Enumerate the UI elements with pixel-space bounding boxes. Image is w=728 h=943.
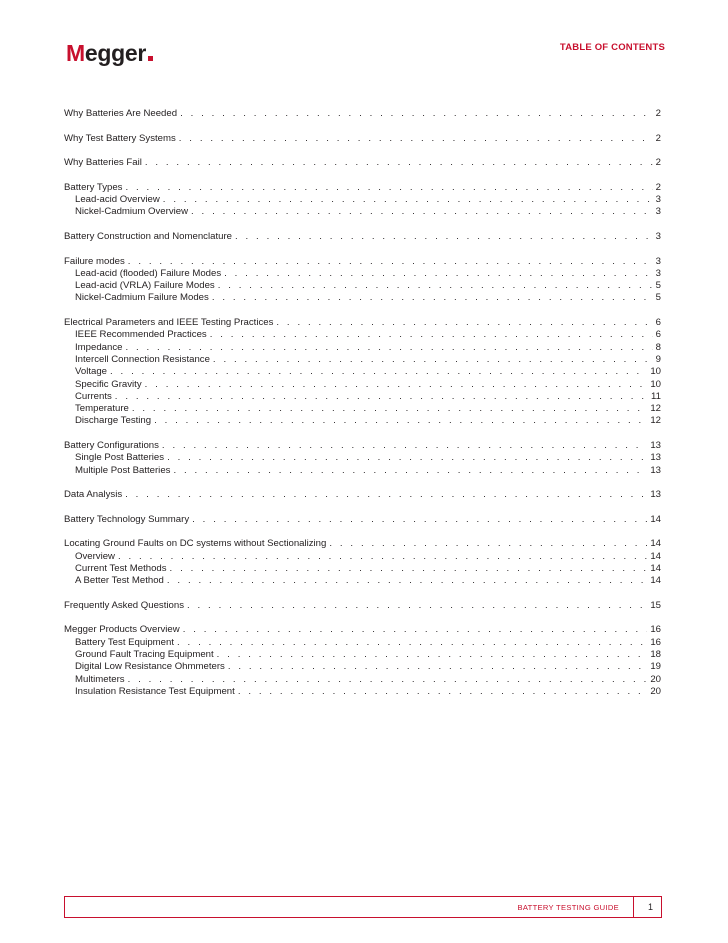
footer-page-number: 1 [647, 902, 653, 912]
toc-page-number: 13 [650, 464, 661, 476]
toc-dot-leader [238, 686, 648, 698]
toc-dot-leader [187, 600, 647, 612]
toc-entry-title: A Better Test Method [75, 575, 164, 587]
toc-entry-title: Electrical Parameters and IEEE Testing Practices [64, 317, 274, 329]
toc-entry-title: Intercell Connection Resistance [75, 353, 210, 365]
toc-entry-title: Lead-acid (flooded) Failure Modes [75, 267, 222, 279]
toc-subentry[interactable] [64, 452, 661, 464]
toc-section-gap [64, 243, 661, 255]
toc-dot-leader [125, 489, 647, 501]
toc-page-number: 5 [655, 280, 661, 292]
toc-page-number: 16 [650, 636, 661, 648]
toc-entry-title: Lead-acid (VRLA) Failure Modes [75, 280, 215, 292]
toc-entry[interactable] [64, 133, 661, 145]
toc-page-number: 14 [650, 550, 661, 562]
toc-section-gap [64, 612, 661, 624]
toc-entry-title: Lead-acid Overview [75, 194, 160, 206]
toc-dot-leader [191, 206, 653, 218]
toc-section-gap [64, 145, 661, 157]
logo-dot-icon [148, 56, 153, 61]
toc-dot-leader [115, 391, 648, 403]
toc-entry-title: Battery Types [64, 181, 123, 193]
toc-entry-title: Frequently Asked Questions [64, 599, 184, 611]
toc-subentry[interactable] [64, 329, 661, 341]
toc-subentry[interactable] [64, 686, 661, 698]
toc-page-number: 18 [650, 649, 661, 661]
toc-subentry[interactable] [64, 649, 661, 661]
toc-entry[interactable] [64, 182, 661, 194]
toc-dot-leader [167, 452, 647, 464]
toc-page-number: 14 [650, 538, 661, 550]
toc-dot-leader [125, 182, 652, 194]
logo-text: egger [84, 40, 146, 66]
toc-subentry[interactable] [64, 342, 661, 354]
toc-section-gap [64, 428, 661, 440]
toc-entry[interactable] [64, 108, 661, 120]
toc-entry-title: Specific Gravity [75, 378, 142, 390]
toc-dot-leader [218, 280, 653, 292]
toc-entry[interactable] [64, 157, 661, 169]
toc-page-number: 15 [650, 599, 661, 611]
toc-entry[interactable] [64, 256, 661, 268]
toc-dot-leader [173, 465, 647, 477]
toc-subentry[interactable] [64, 465, 661, 477]
toc-subentry[interactable] [64, 391, 661, 403]
toc-entry-title: Voltage [75, 366, 108, 378]
toc-page-number: 3 [655, 267, 661, 279]
toc-dot-leader [163, 194, 653, 206]
toc-page-number: 3 [655, 194, 661, 206]
toc-entry[interactable] [64, 538, 661, 550]
toc-subentry[interactable] [64, 268, 661, 280]
toc-section-gap [64, 305, 661, 317]
toc-dot-leader [162, 440, 647, 452]
toc-dot-leader [210, 329, 653, 341]
toc-page-number: 14 [650, 562, 661, 574]
toc-entry-title: Overview [75, 550, 115, 562]
toc-entry[interactable] [64, 317, 661, 329]
toc-entry-title: Discharge Testing [75, 415, 152, 427]
toc-dot-leader [167, 575, 647, 587]
table-of-contents [64, 108, 661, 698]
toc-dot-leader [125, 342, 652, 354]
toc-entry-title: Locating Ground Faults on DC systems without Sectionalizing [64, 538, 327, 550]
toc-page-number: 13 [650, 440, 661, 452]
toc-section-gap [64, 588, 661, 600]
toc-page-number: 2 [655, 108, 661, 119]
toc-page-number: 6 [655, 329, 661, 341]
toc-page-number: 12 [650, 415, 661, 427]
toc-entry-title: Battery Configurations [64, 440, 159, 452]
toc-entry-title: Data Analysis [64, 489, 123, 501]
toc-section-gap [64, 502, 661, 514]
toc-entry-title: Digital Low Resistance Ohmmeters [75, 661, 225, 673]
page-header-title: TABLE OF CONTENTS [559, 42, 665, 53]
toc-entry-title: Multimeters [75, 673, 125, 685]
toc-page-number: 19 [650, 661, 661, 673]
toc-subentry[interactable] [64, 415, 661, 427]
toc-entry-title: Why Batteries Fail [64, 157, 142, 169]
toc-page-number: 9 [655, 353, 661, 365]
toc-page-number: 16 [650, 624, 661, 636]
toc-entry-title: Battery Technology Summary [64, 513, 190, 525]
toc-page-number: 2 [655, 181, 661, 193]
toc-entry[interactable] [64, 440, 661, 452]
toc-page-number: 8 [655, 341, 661, 353]
toc-subentry[interactable] [64, 403, 661, 415]
toc-entry-title: Why Batteries Are Needed [64, 108, 178, 119]
toc-entry-title: Nickel-Cadmium Failure Modes [75, 292, 209, 304]
toc-page-number: 14 [650, 575, 661, 587]
toc-page-number: 2 [655, 132, 661, 144]
toc-subentry[interactable] [64, 379, 661, 391]
toc-page-number: 11 [651, 390, 661, 402]
toc-subentry[interactable] [64, 674, 661, 686]
toc-dot-leader [110, 366, 647, 378]
toc-dot-leader [132, 403, 647, 415]
toc-page-number: 5 [655, 292, 661, 304]
toc-subentry[interactable] [64, 366, 661, 378]
toc-dot-leader [235, 231, 653, 243]
toc-entry-title: Multiple Post Batteries [75, 464, 171, 476]
toc-entry-title: Why Test Battery Systems [64, 132, 176, 144]
toc-entry-title: Battery Test Equipment [75, 636, 175, 648]
toc-dot-leader [145, 157, 653, 169]
toc-dot-leader [213, 354, 653, 366]
toc-entry-title: Megger Products Overview [64, 624, 180, 636]
toc-subentry[interactable] [64, 354, 661, 366]
toc-subentry[interactable] [64, 637, 661, 649]
toc-dot-leader [276, 317, 652, 329]
toc-subentry[interactable] [64, 661, 661, 673]
toc-section-gap [64, 477, 661, 489]
toc-entry-title: Nickel-Cadmium Overview [75, 206, 189, 218]
logo-initial: M [66, 40, 85, 66]
toc-page-number: 6 [655, 317, 661, 329]
toc-dot-leader [183, 624, 648, 636]
toc-section-gap [64, 120, 661, 132]
toc-entry-title: Current Test Methods [75, 562, 167, 574]
toc-subentry[interactable] [64, 551, 661, 563]
toc-entry[interactable] [64, 489, 661, 501]
toc-entry-title: Failure modes [64, 255, 125, 267]
toc-dot-leader [118, 551, 647, 563]
toc-entry-title: Impedance [75, 341, 123, 353]
toc-page-number: 3 [655, 230, 661, 242]
toc-entry-title: Insulation Resistance Test Equipment [75, 685, 235, 697]
toc-dot-leader [228, 661, 648, 673]
toc-section-gap [64, 526, 661, 538]
toc-subentry[interactable] [64, 206, 661, 218]
toc-page-number: 3 [655, 206, 661, 218]
toc-page-number: 13 [650, 489, 661, 501]
toc-subentry[interactable] [64, 194, 661, 206]
toc-page-number: 20 [650, 685, 661, 697]
toc-dot-leader [154, 415, 647, 427]
toc-page-number: 10 [650, 378, 661, 390]
toc-subentry[interactable] [64, 575, 661, 587]
toc-entry[interactable] [64, 231, 661, 243]
toc-subentry[interactable] [64, 280, 661, 292]
toc-entry-title: Ground Fault Tracing Equipment [75, 649, 214, 661]
toc-entry[interactable] [64, 600, 661, 612]
toc-page-number: 2 [655, 157, 661, 169]
megger-logo [66, 42, 153, 65]
footer-guide-label: BATTERY TESTING GUIDE [517, 903, 619, 912]
toc-section-gap [64, 169, 661, 181]
toc-page-number: 13 [650, 452, 661, 464]
toc-entry[interactable] [64, 514, 661, 526]
toc-dot-leader [145, 379, 648, 391]
toc-dot-leader [192, 514, 647, 526]
toc-page-number: 12 [650, 403, 661, 415]
toc-page-number: 20 [650, 673, 661, 685]
toc-page-number: 14 [650, 513, 661, 525]
toc-dot-leader [329, 538, 647, 550]
toc-entry-title: Temperature [75, 403, 129, 415]
page-footer [64, 896, 662, 918]
toc-dot-leader [128, 674, 648, 686]
toc-dot-leader [179, 133, 653, 145]
toc-page-number: 3 [655, 255, 661, 267]
toc-subentry[interactable] [64, 292, 661, 304]
toc-dot-leader [180, 108, 653, 120]
toc-dot-leader [128, 256, 653, 268]
toc-entry[interactable] [64, 624, 661, 636]
toc-dot-leader [224, 268, 653, 280]
toc-section-gap [64, 219, 661, 231]
toc-dot-leader [177, 637, 647, 649]
toc-dot-leader [217, 649, 648, 661]
toc-entry-title: Battery Construction and Nomenclature [64, 230, 232, 242]
toc-dot-leader [212, 292, 653, 304]
toc-entry-title: Currents [75, 390, 112, 402]
toc-dot-leader [170, 563, 648, 575]
footer-divider [633, 897, 634, 917]
toc-page-number: 10 [650, 366, 661, 378]
toc-entry-title: Single Post Batteries [75, 452, 165, 464]
toc-subentry[interactable] [64, 563, 661, 575]
toc-entry-title: IEEE Recommended Practices [75, 329, 207, 341]
